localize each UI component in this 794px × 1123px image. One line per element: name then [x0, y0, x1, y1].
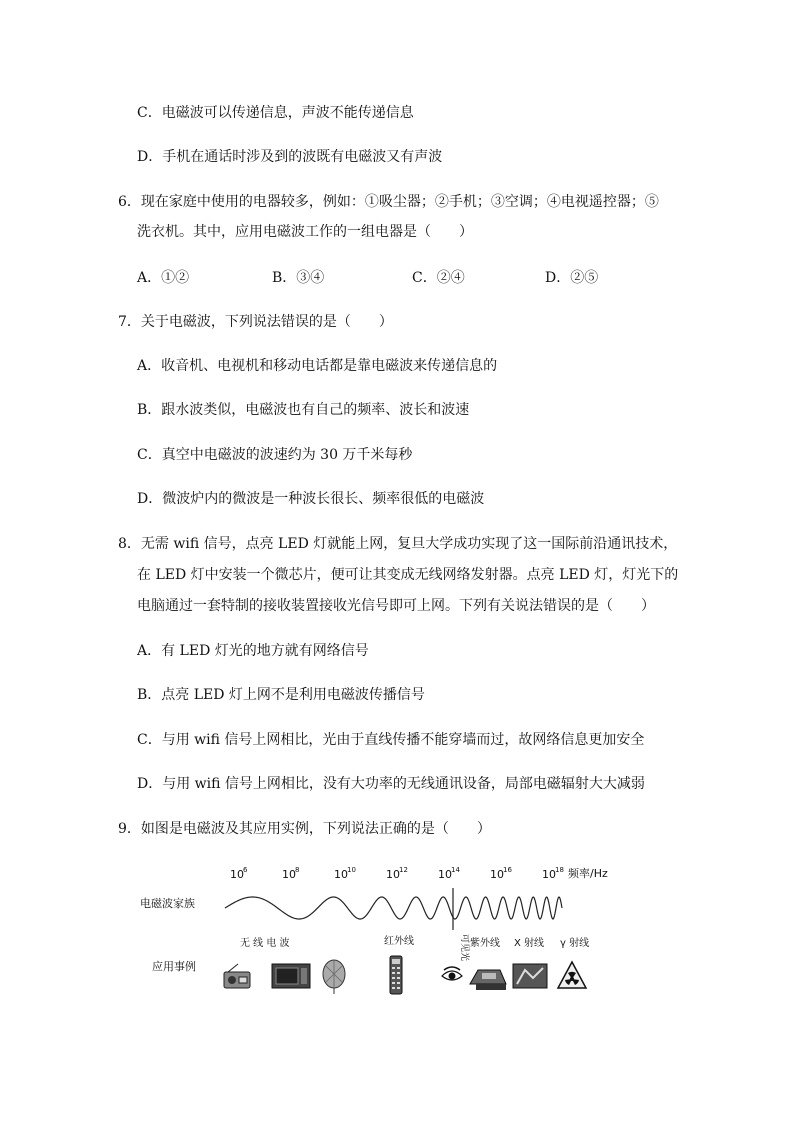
band-xray-label: X 射线: [514, 938, 545, 949]
q6-option-a: A．①②: [137, 270, 190, 286]
q8-option-b: B．点亮 LED 灯上网不是利用电磁波传播信号: [137, 687, 425, 703]
q8-stem-line1: 8．无需 wifi 信号，点亮 LED 灯就能上网，复旦大学成功实现了这一国际前沿通讯技术，: [118, 536, 678, 552]
freq-tick-exponent: 18: [555, 866, 564, 874]
q6-stem-line1: 6．现在家庭中使用的电器较多，例如：①吸尘器；②手机；③空调；④电视遥控器；⑤: [118, 194, 659, 210]
q6-option-c: C．②④: [412, 270, 465, 286]
freq-tick-exponent: 16: [503, 866, 512, 874]
freq-tick-exponent: 10: [347, 866, 356, 874]
satellite-dish-icon: [323, 960, 345, 994]
q8-stem-line3: 电脑通过一套特制的接收装置接收光信号即可上网。下列有关说法错误的是（ ）: [137, 598, 655, 614]
freq-tick-exponent: 8: [295, 866, 300, 874]
q9-stem: 9．如图是电磁波及其应用实例，下列说法正确的是（ ）: [118, 821, 491, 837]
q6-stem-line2: 洗衣机。其中，应用电磁波工作的一组电器是（ ）: [137, 224, 473, 240]
q5-option-c: C．电磁波可以传递信息，声波不能传递信息: [137, 105, 414, 121]
freq-tick-base: 10: [542, 868, 556, 881]
remote-control-icon: [390, 956, 402, 994]
frequency-ticks: [230, 866, 564, 881]
q6-option-d: D．②⑤: [545, 270, 599, 286]
freq-tick-base: 10: [438, 868, 452, 881]
frequency-axis-label: 频率/Hz: [568, 867, 608, 880]
band-visible-label: 可见光: [459, 934, 469, 962]
freq-tick-base: 10: [282, 868, 296, 881]
freq-tick-base: 10: [490, 868, 504, 881]
freq-tick-base: 10: [386, 868, 400, 881]
q8-option-c: C．与用 wifi 信号上网相比，光由于直线传播不能穿墙而过，故网络信息更加安全: [137, 732, 645, 748]
q7-option-b: B．跟水波类似，电磁波也有自己的频率、波长和波速: [137, 402, 470, 418]
band-radio-label: 无 线 电 波: [240, 938, 290, 949]
q7-option-a: A．收音机、电视机和移动电话都是靠电磁波来传递信息的: [137, 358, 498, 374]
x-ray-image-icon: [513, 964, 547, 988]
freq-tick-exponent: 12: [399, 866, 408, 874]
radiation-warning-icon: [558, 962, 586, 988]
freq-tick-exponent: 14: [451, 866, 460, 874]
q7-option-c: C．真空中电磁波的波速约为 30 万千米每秒: [137, 447, 413, 463]
freq-tick-exponent: 6: [243, 866, 248, 874]
q5-option-d: D．手机在通话时涉及到的波既有电磁波又有声波: [137, 149, 443, 165]
q8-option-d: D．与用 wifi 信号上网相比，没有大功率的无线通讯设备，局部电磁辐射大大减弱: [137, 776, 645, 792]
freq-tick-base: 10: [230, 868, 244, 881]
q7-stem: 7．关于电磁波，下列说法错误的是（ ）: [118, 314, 393, 330]
band-gamma-label: γ 射线: [560, 938, 590, 949]
em-wave: [225, 897, 562, 919]
microwave-oven-icon: [272, 964, 310, 988]
radio-icon: [224, 964, 250, 988]
q6-option-b: B．③④: [272, 270, 325, 286]
q8-stem-line2: 在 LED 灯中安装一个微芯片，便可让其变成无线网络发射器。点亮 LED 灯，灯光下的: [137, 567, 679, 583]
uv-device-icon: [470, 970, 506, 990]
band-infrared-label: 红外线: [384, 936, 414, 947]
eye-icon: [442, 967, 462, 980]
freq-tick-base: 10: [334, 868, 348, 881]
q7-option-d: D．微波炉内的微波是一种波长很长、频率很低的电磁波: [137, 491, 485, 507]
band-uv-label: 紫外线: [470, 938, 500, 949]
em-spectrum-figure: [130, 858, 650, 998]
q8-option-a: A．有 LED 灯光的地方就有网络信号: [137, 643, 369, 659]
row-label-em-family: 电磁波家族: [140, 897, 195, 910]
row-label-examples: 应用事例: [152, 960, 196, 973]
